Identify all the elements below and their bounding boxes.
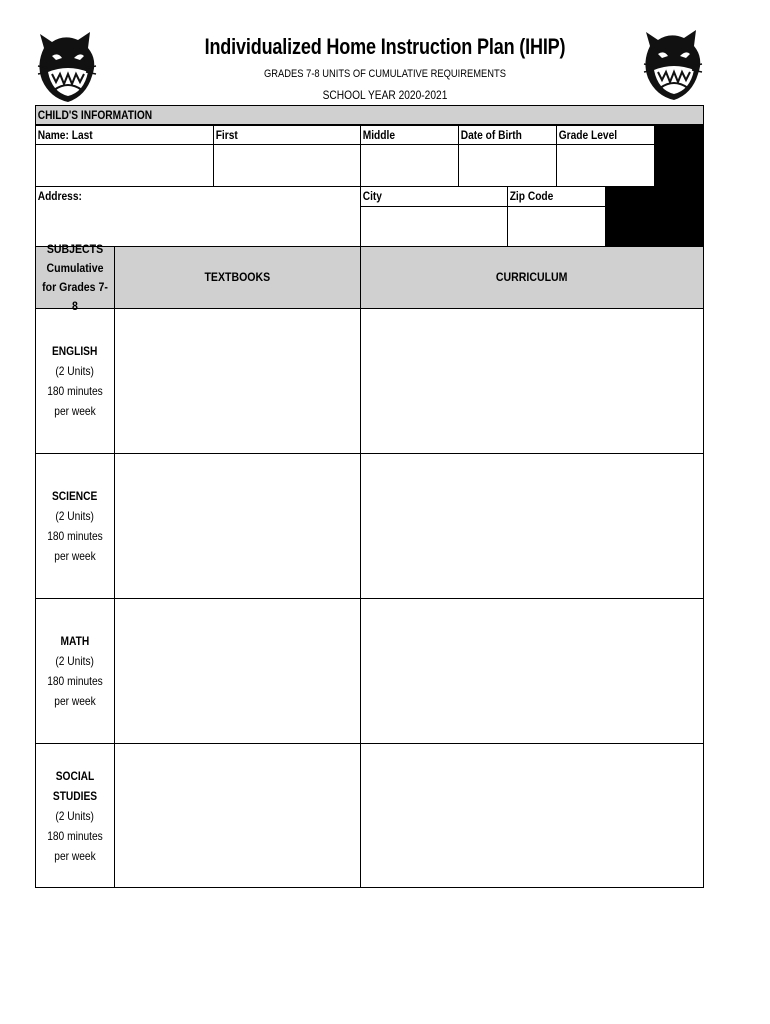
- address-label: Address:: [37, 189, 82, 203]
- subject-minutes: 180 minutes per week: [47, 384, 103, 418]
- zip-label-cell: [507, 186, 606, 207]
- subject-minutes: 180 minutes per week: [47, 674, 103, 708]
- subjects-header-label: SUBJECTS Cumulative for Grades 7-8: [42, 241, 108, 313]
- english-curriculum-field[interactable]: [360, 308, 704, 454]
- social-studies-curriculum-field[interactable]: [360, 743, 704, 888]
- city-field[interactable]: [360, 206, 508, 247]
- black-block: [605, 186, 704, 247]
- textbooks-header: [114, 246, 361, 309]
- child-info-title: CHILD'S INFORMATION: [37, 108, 153, 122]
- math-textbooks-field[interactable]: [114, 598, 361, 744]
- address-field[interactable]: [35, 186, 361, 247]
- page-subtitle: GRADES 7-8 UNITS OF CUMULATIVE REQUIREMENTS: [264, 68, 506, 80]
- first-label: First: [215, 128, 238, 142]
- subject-units: (2 Units): [55, 808, 95, 823]
- dob-field[interactable]: [458, 144, 557, 187]
- zip-label: Zip Code: [509, 189, 554, 203]
- school-year: SCHOOL YEAR 2020-2021: [322, 88, 448, 102]
- subject-cell-social-studies: [35, 743, 115, 888]
- dob-label-cell: [458, 125, 557, 145]
- math-curriculum-field[interactable]: [360, 598, 704, 744]
- child-info-section-bar: [35, 105, 704, 125]
- grade-level-field[interactable]: [556, 144, 655, 187]
- first-label-cell: [213, 125, 361, 145]
- name-last-label: Name: Last: [37, 128, 93, 142]
- ihip-form: [35, 105, 704, 888]
- subject-cell-english: [35, 308, 115, 454]
- city-label: City: [362, 189, 382, 203]
- name-last-label-cell: [35, 125, 214, 145]
- subject-units: (2 Units): [55, 654, 95, 668]
- grade-level-label: Grade Level: [558, 128, 618, 142]
- subjects-header: [35, 241, 115, 313]
- subject-cell-math: [35, 598, 115, 744]
- science-textbooks-field[interactable]: [114, 453, 361, 599]
- middle-label-cell: [360, 125, 459, 145]
- subject-cell-science: [35, 453, 115, 599]
- grade-level-label-cell: [556, 125, 655, 145]
- science-curriculum-field[interactable]: [360, 453, 704, 599]
- subject-minutes: 180 minutes per week: [47, 529, 103, 563]
- middle-label: Middle: [362, 128, 395, 142]
- subject-units: (2 Units): [55, 509, 95, 523]
- social-studies-textbooks-field[interactable]: [114, 743, 361, 888]
- textbooks-header-label: TEXTBOOKS: [204, 270, 271, 284]
- black-block: [654, 125, 704, 187]
- dob-label: Date of Birth: [460, 128, 522, 142]
- first-name-field[interactable]: [213, 144, 361, 187]
- curriculum-header: [360, 246, 704, 309]
- middle-name-field[interactable]: [360, 144, 459, 187]
- name-last-field[interactable]: [35, 144, 214, 187]
- subject-minutes: 180 minutes per week: [47, 828, 103, 863]
- zip-field[interactable]: [507, 206, 606, 247]
- subject-units: (2 Units): [55, 364, 95, 378]
- subject-name: SOCIAL STUDIES: [52, 768, 98, 803]
- city-label-cell: [360, 186, 508, 207]
- subject-name: ENGLISH: [52, 344, 98, 358]
- page-title: Individualized Home Instruction Plan (IHIP): [204, 34, 566, 59]
- curriculum-header-label: CURRICULUM: [496, 270, 568, 284]
- subject-name: MATH: [60, 634, 90, 648]
- subject-name: SCIENCE: [52, 489, 98, 503]
- english-textbooks-field[interactable]: [114, 308, 361, 454]
